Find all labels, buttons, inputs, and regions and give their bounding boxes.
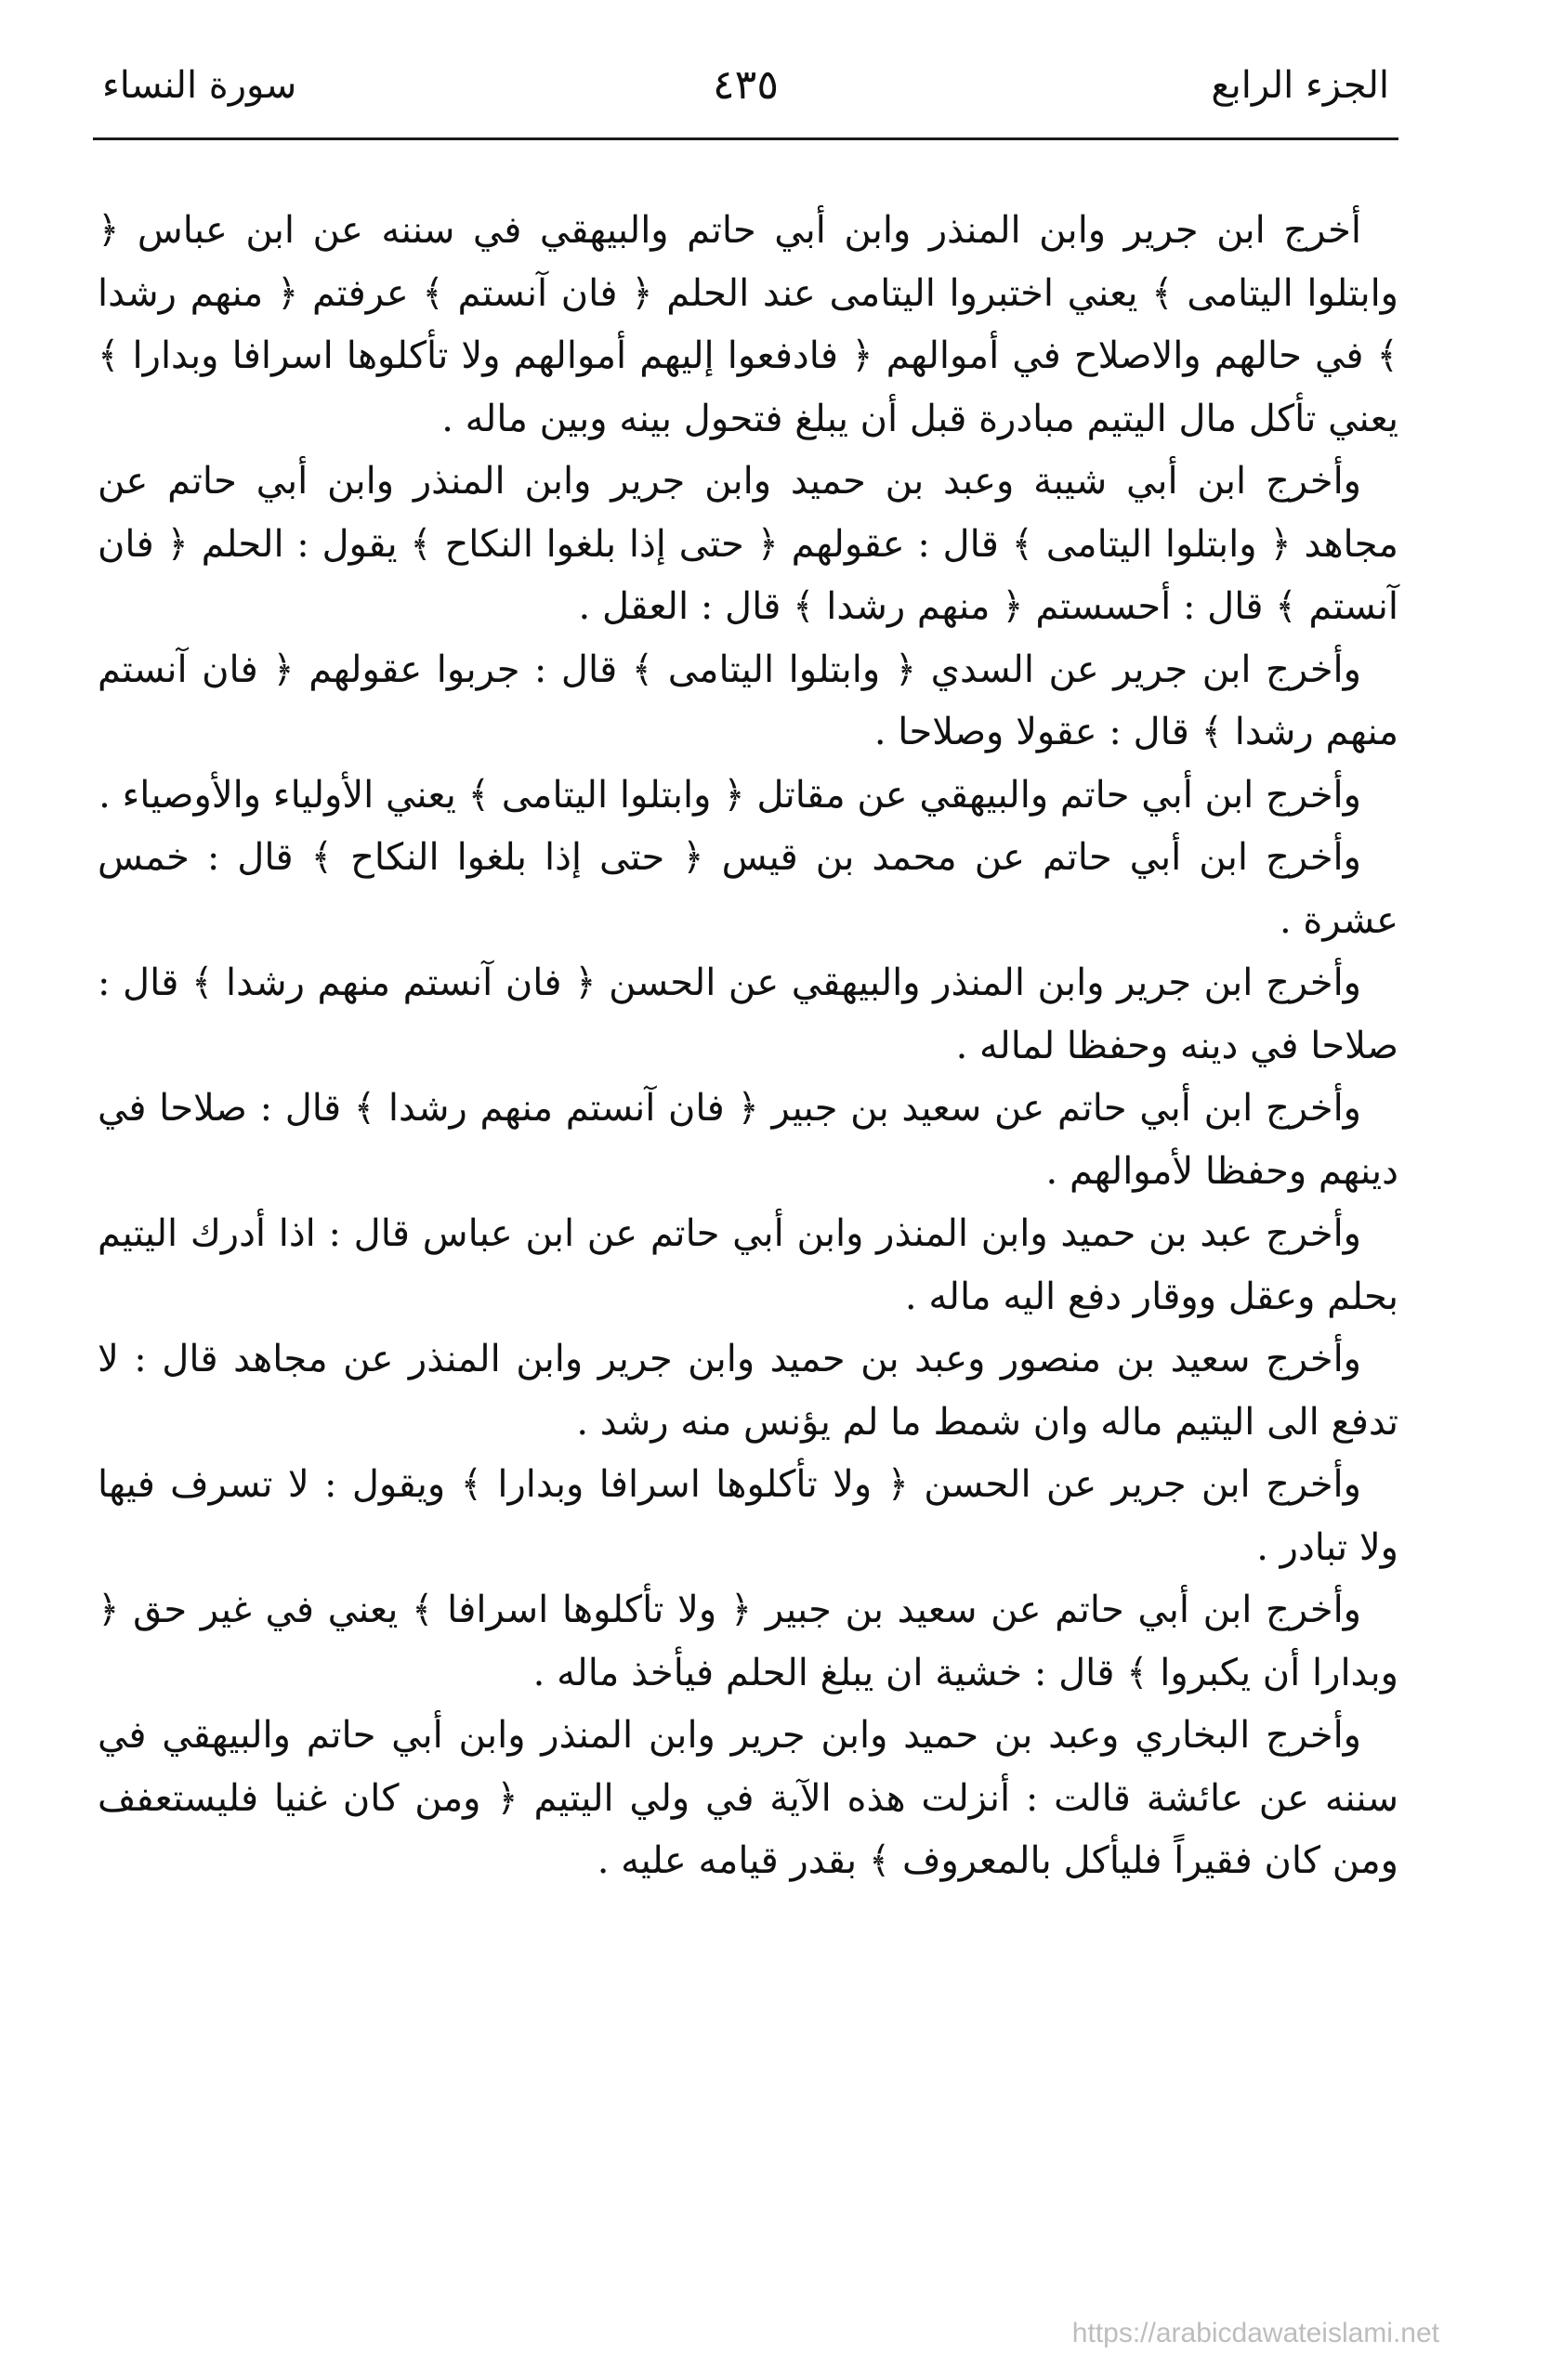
paragraph: وأخرج ابن أبي حاتم عن سعيد بن جبير ﴿ ولا تأكلوها اسرافا ﴾ يعني في غير حق ﴿ وبدارا أن يكبروا ﴾ قال : خشية ان يبلغ الحلم فيأخذ ماله . — [98, 1589, 1398, 1694]
paragraph: وأخرج ابن أبي شيبة وعبد بن حميد وابن جرير وابن المنذر وابن أبي حاتم عن مجاهد ﴿ وابتلوا اليتامى ﴾ قال : عقولهم ﴿ حتى إذا بلغوا النكاح ﴾ يقول : الحلم ﴿ فان آنستم ﴾ قال : أحسستم ﴿ منهم رشدا ﴾ قال : العقل . — [98, 460, 1398, 628]
watermark-url: https://arabicdawateislami.net — [1071, 2318, 1439, 2348]
paragraph: وأخرج عبد بن حميد وابن المنذر وابن أبي حاتم عن ابن عباس قال : اذا أدرك اليتيم بحلم وعقل ووقار دفع اليه ماله . — [98, 1212, 1398, 1318]
header-divider — [93, 137, 1398, 140]
paragraph: أخرج ابن جرير وابن المنذر وابن أبي حاتم والبيهقي في سننه عن ابن عباس ﴿ وابتلوا اليتامى ﴾ يعني اختبروا اليتامى عند الحلم ﴿ فان آنستم ﴾ عرفتم ﴿ منهم رشدا ﴾ في حالهم والاصلاح في أموالهم ﴿ فادفعوا إليهم أموالهم ولا تأكلوها اسرافا وبدارا ﴾ يعني تأكل مال اليتيم مبادرة قبل أن يبلغ فتحول بينه وبين ماله . — [98, 209, 1398, 440]
paragraph: وأخرج ابن جرير عن الحسن ﴿ ولا تأكلوها اسرافا وبدارا ﴾ ويقول : لا تسرف فيها ولا تبادر . — [98, 1463, 1398, 1569]
paragraph: وأخرج ابن جرير عن السدي ﴿ وابتلوا اليتامى ﴾ قال : جربوا عقولهم ﴿ فان آنستم منهم رشدا ﴾ قال : عقولا وصلاحا . — [98, 647, 1398, 753]
page-body — [98, 200, 1398, 1893]
paragraph: وأخرج ابن أبي حاتم والبيهقي عن مقاتل ﴿ وابتلوا اليتامى ﴾ يعني الأولياء والأوصياء . — [98, 773, 1361, 817]
page-header — [93, 51, 1398, 125]
paragraph: وأخرج ابن أبي حاتم عن سعيد بن جبير ﴿ فان آنستم منهم رشدا ﴾ قال : صلاحا في دينهم وحفظا لأموالهم . — [98, 1087, 1398, 1193]
paragraph: وأخرج سعيد بن منصور وعبد بن حميد وابن جرير وابن المنذر عن مجاهد قال : لا تدفع الى اليتيم ماله وان شمط ما لم يؤنس منه رشد . — [98, 1338, 1398, 1444]
paragraph: وأخرج البخاري وعبد بن حميد وابن جرير وابن المنذر وابن أبي حاتم والبيهقي في سننه عن عائشة قالت : أنزلت هذه الآية في ولي اليتيم ﴿ ومن كان غنيا فليستعفف ومن كان فقيراً فليأكل بالمعروف ﴾ بقدر قيامه عليه . — [98, 1714, 1398, 1882]
page-number: ٤٣٥ — [713, 61, 779, 109]
paragraph: وأخرج ابن أبي حاتم عن محمد بن قيس ﴿ حتى إذا بلغوا النكاح ﴾ قال : خمس عشرة . — [98, 836, 1398, 942]
surah-label: سورة النساء — [102, 64, 297, 107]
juz-label: الجزء الرابع — [1211, 64, 1389, 107]
paragraph: وأخرج ابن جرير وابن المنذر والبيهقي عن الحسن ﴿ فان آنستم منهم رشدا ﴾ قال : صلاحا في دينه وحفظا لماله . — [98, 961, 1398, 1067]
